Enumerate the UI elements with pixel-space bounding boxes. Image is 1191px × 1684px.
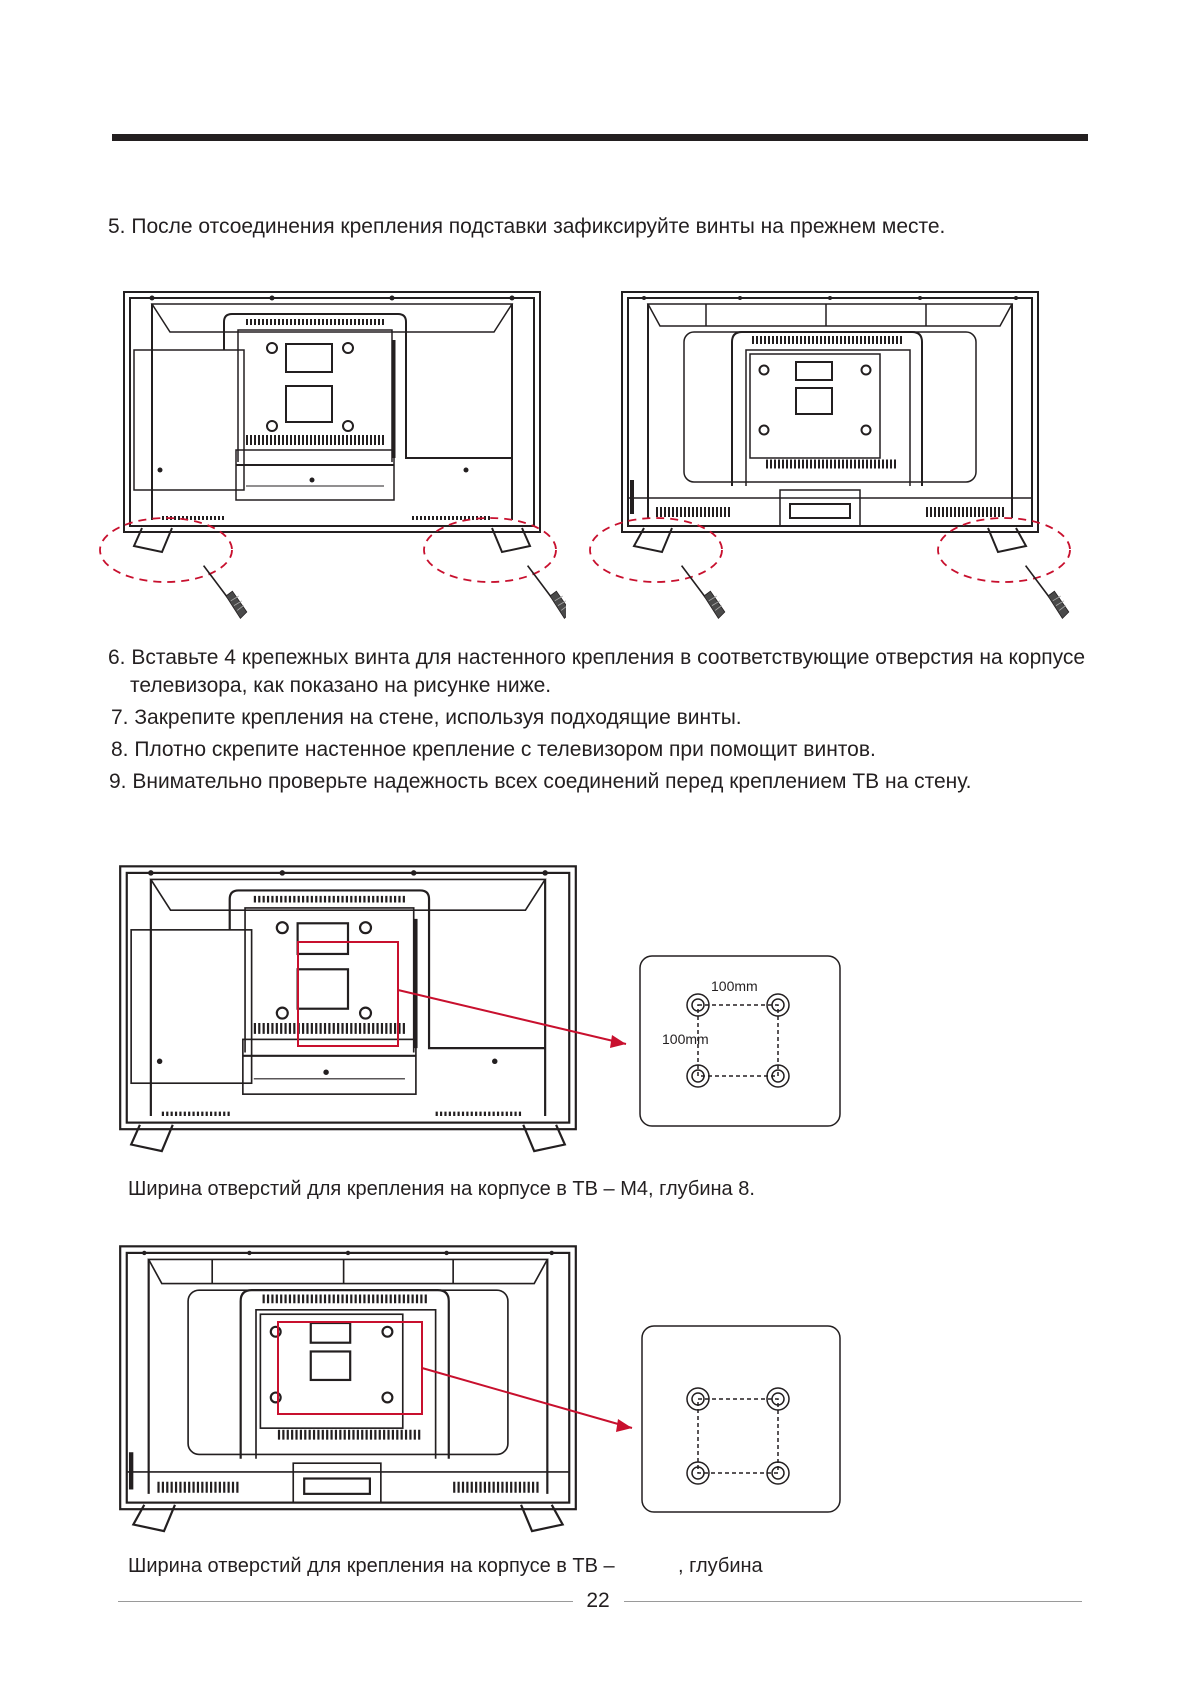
tv-back-diagram-new-stand-removal: [584, 288, 1084, 628]
header-rule: [112, 134, 1088, 141]
page-number: 22: [586, 1589, 610, 1612]
tv-back-diagram-new: [120, 1246, 576, 1531]
footer-rule-left: [118, 1601, 573, 1602]
step-6-text-line-2: телевизора, как показано на рисунке ниже.: [130, 674, 552, 697]
step-6-text-line-1: 6. Вставьте 4 крепежных винта для настенного крепления в соответствующие отверстия на корпусе: [108, 646, 1086, 669]
figure-2-caption-part-1: Ширина отверстий для крепления на корпусе в ТВ –: [128, 1555, 615, 1577]
dimension-horizontal-label: 100mm: [711, 978, 758, 994]
footer-rule-right: [624, 1601, 1082, 1602]
wall-mount-figure-1: [118, 858, 848, 1158]
highlight-left-stand-circle: [100, 518, 232, 582]
figure-1-caption: Ширина отверстий для крепления на корпусе в ТВ – М4, глубина 8.: [128, 1178, 755, 1200]
dimension-vertical-label: 100mm: [662, 1031, 709, 1047]
screwdriver-icon: [528, 566, 566, 619]
step-8-text: 8. Плотно скрепите настенное крепление с телевизором при помощит винтов.: [111, 738, 876, 761]
tv-back-diagram-old: [120, 866, 576, 1151]
wall-mount-figure-2: [118, 1240, 848, 1544]
vesa-detail-box: [642, 1326, 840, 1512]
step-5-text: 5. После отсоединения крепления подставки зафиксируйте винты на прежнем месте.: [108, 215, 946, 238]
step-7-text: 7. Закрепите крепления на стене, используя подходящие винты.: [111, 706, 742, 729]
screwdriver-icon: [682, 566, 725, 619]
figure-2-caption-part-2: , глубина: [678, 1555, 763, 1577]
pointer-arrow: [422, 1368, 632, 1428]
tv-back-diagram-old-stand-removal: [96, 288, 566, 628]
screwdriver-icon: [204, 566, 247, 619]
pointer-arrow: [398, 990, 626, 1044]
step-9-text: 9. Внимательно проверьте надежность всех соединений перед креплением ТВ на стену.: [109, 770, 972, 793]
highlight-right-stand-circle: [424, 518, 556, 582]
